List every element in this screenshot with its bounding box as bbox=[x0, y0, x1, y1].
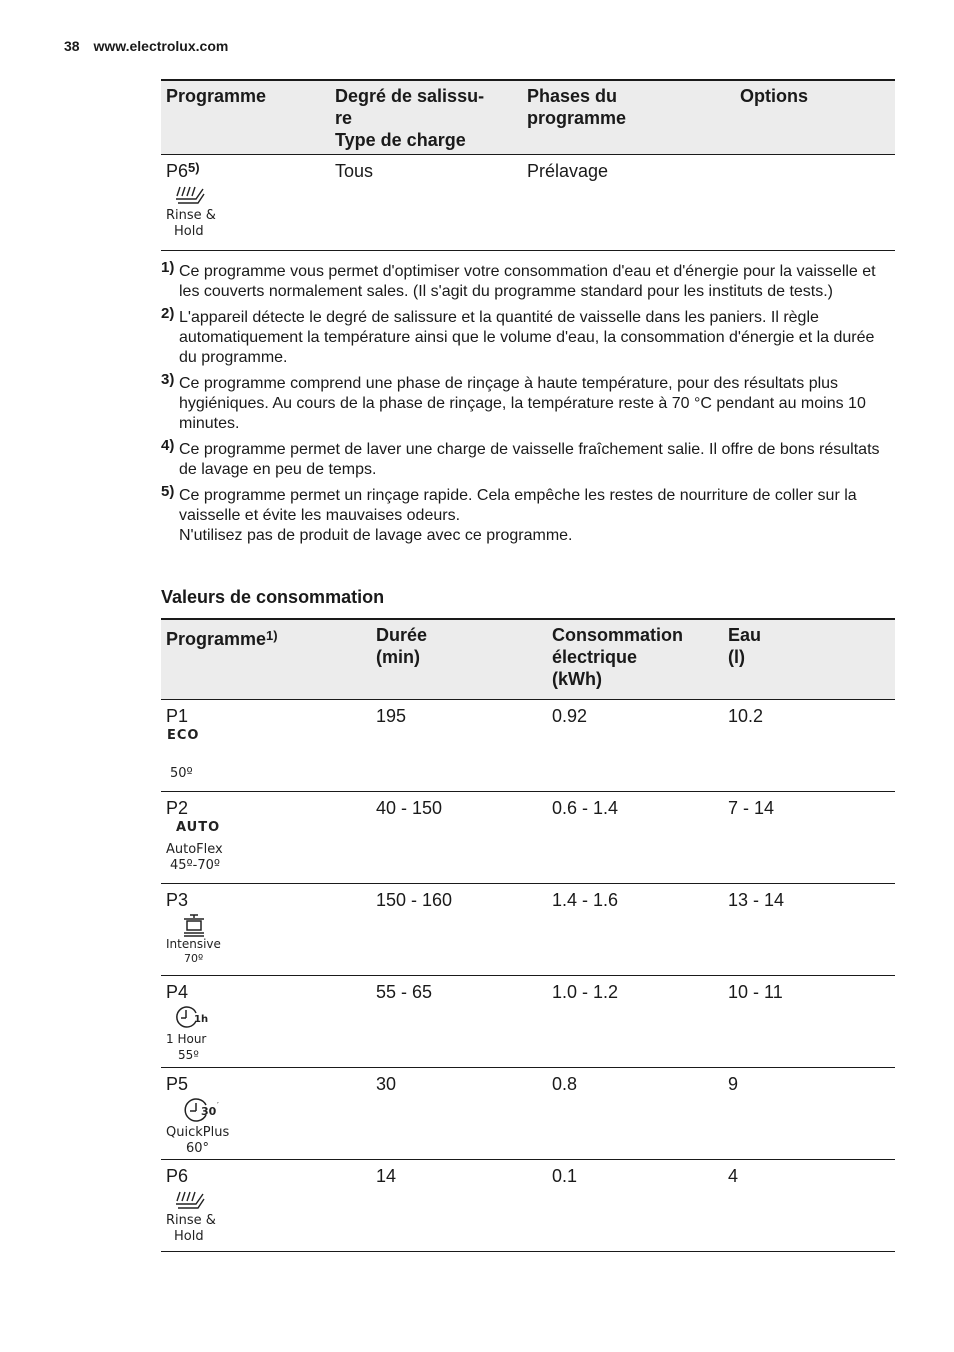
footnotes bbox=[161, 259, 891, 552]
footnote: 3) Ce programme comprend une phase de rinçage à haute température, pour des résultats plus hygiéniques. Au cours de la phase de rinçage, la température reste à 70 °C pendant au moins 10 minutes. bbox=[161, 371, 866, 432]
clock-1h-icon bbox=[174, 1005, 208, 1029]
programme-label: AutoFlex bbox=[166, 842, 223, 857]
programme-cell bbox=[161, 700, 371, 792]
header-programme: Programme$^{1)}$ bbox=[161, 619, 371, 700]
conso-cell: 0.6 - 1.4 bbox=[547, 792, 723, 884]
footnote: 1) Ce programme vous permet d'optimiser votre consommation d'eau et d'énergie pour la vaisselle et les couverts normalement sales. (Il s'agit du programme standard pour les instituts de tests.) bbox=[161, 259, 876, 300]
programme-label: QuickPlus bbox=[166, 1125, 230, 1140]
rinse-hold-icon bbox=[174, 1189, 206, 1211]
programme-temp: 55º bbox=[178, 1048, 199, 1062]
eau-cell: 10.2 bbox=[723, 700, 895, 792]
pot-icon bbox=[180, 913, 208, 937]
programme-label: Rinse & bbox=[166, 1213, 216, 1228]
duree-cell: 40 - 150 bbox=[371, 792, 547, 884]
table-row bbox=[161, 1160, 895, 1252]
duree-cell: 150 - 160 bbox=[371, 884, 547, 976]
programme-cell bbox=[161, 155, 330, 251]
conso-cell: 0.8 bbox=[547, 1068, 723, 1160]
table-row bbox=[161, 884, 895, 976]
site-url: www.electrolux.com bbox=[93, 38, 229, 54]
eco-icon: ECO bbox=[167, 728, 200, 743]
programme-code: P6 bbox=[166, 1166, 189, 1186]
programme-code: P2 bbox=[166, 798, 189, 818]
programme-label: Hold bbox=[174, 224, 204, 239]
header-degre: Degré de salissu- re Type de charge bbox=[330, 80, 522, 155]
options-cell bbox=[735, 155, 895, 251]
table-row bbox=[161, 700, 895, 792]
degre-cell: Tous bbox=[330, 155, 522, 251]
rinse-hold-icon bbox=[174, 184, 206, 206]
header-consommation: Consommation électrique (kWh) bbox=[547, 619, 723, 700]
programme-code: P4 bbox=[166, 982, 189, 1002]
header-options: Options bbox=[735, 80, 895, 155]
eau-cell: 4 bbox=[723, 1160, 895, 1252]
programme-label: Hold bbox=[174, 1229, 204, 1244]
table-row bbox=[161, 155, 895, 251]
footnote: 2) L'appareil détecte le degré de salissure et la quantité de vaisselle dans les paniers. Il règle automatiquement la température ainsi que le volume d'eau, la consommation d'énergie et la durée du programme. bbox=[161, 305, 875, 366]
programme-code: P1 bbox=[166, 706, 189, 726]
programme-cell bbox=[161, 1160, 371, 1252]
consumption-table-header bbox=[161, 619, 895, 700]
conso-cell: 1.0 - 1.2 bbox=[547, 976, 723, 1068]
programme-cell bbox=[161, 1068, 371, 1160]
programme-table-header bbox=[161, 80, 895, 155]
footnote-ref: 5) bbox=[188, 160, 200, 175]
eau-cell: 7 - 14 bbox=[723, 792, 895, 884]
auto-icon: AUTO bbox=[176, 820, 221, 835]
programme-label: 1 Hour bbox=[166, 1032, 207, 1046]
phases-cell: Prélavage bbox=[522, 155, 735, 251]
page-number: 38 bbox=[64, 38, 80, 54]
programme-code: P6 bbox=[166, 161, 189, 181]
svg-text:′: ′ bbox=[217, 1101, 219, 1110]
programme-cell bbox=[161, 976, 371, 1068]
svg-text:30: 30 bbox=[201, 1105, 217, 1118]
conso-cell: 0.92 bbox=[547, 700, 723, 792]
footnote: 5) Ce programme permet un rinçage rapide. Cela empêche les restes de nourriture de coller sur la vaisselle et évite les mauvaises odeurs. N'utilisez pas de produit de lavage avec ce programme. bbox=[161, 483, 857, 544]
table-row bbox=[161, 976, 895, 1068]
programme-code: P3 bbox=[166, 890, 189, 910]
programme-temp: 50º bbox=[170, 766, 193, 781]
programme-label: Intensive bbox=[166, 937, 221, 951]
header-phases: Phases du programme bbox=[522, 80, 735, 155]
duree-cell: 30 bbox=[371, 1068, 547, 1160]
header-duree: Durée (min) bbox=[371, 619, 547, 700]
eau-cell: 13 - 14 bbox=[723, 884, 895, 976]
header-programme: Programme bbox=[161, 80, 330, 155]
programme-table bbox=[161, 79, 895, 251]
duree-cell: 55 - 65 bbox=[371, 976, 547, 1068]
programme-code: P5 bbox=[166, 1074, 189, 1094]
programme-temp: 45º-70º bbox=[170, 858, 221, 873]
programme-cell bbox=[161, 792, 371, 884]
table-row bbox=[161, 792, 895, 884]
duree-cell: 14 bbox=[371, 1160, 547, 1252]
conso-cell: 1.4 - 1.6 bbox=[547, 884, 723, 976]
programme-temp: 70º bbox=[184, 952, 204, 965]
conso-cell: 0.1 bbox=[547, 1160, 723, 1252]
page-header bbox=[64, 38, 228, 54]
eau-cell: 10 - 11 bbox=[723, 976, 895, 1068]
eau-cell: 9 bbox=[723, 1068, 895, 1160]
duree-cell: 195 bbox=[371, 700, 547, 792]
header-eau: Eau (l) bbox=[723, 619, 895, 700]
section-title: Valeurs de consommation bbox=[161, 587, 385, 607]
consumption-table bbox=[161, 618, 895, 1252]
programme-temp: 60° bbox=[186, 1141, 210, 1156]
table-row bbox=[161, 1068, 895, 1160]
footnote: 4) Ce programme permet de laver une charge de vaisselle fraîchement salie. Il offre de bons résultats de lavage en peu de temps. bbox=[161, 437, 880, 478]
clock-30-icon bbox=[184, 1097, 224, 1123]
programme-label: Rinse & bbox=[166, 208, 216, 223]
svg-text:1h: 1h bbox=[194, 1014, 208, 1025]
programme-cell bbox=[161, 884, 371, 976]
